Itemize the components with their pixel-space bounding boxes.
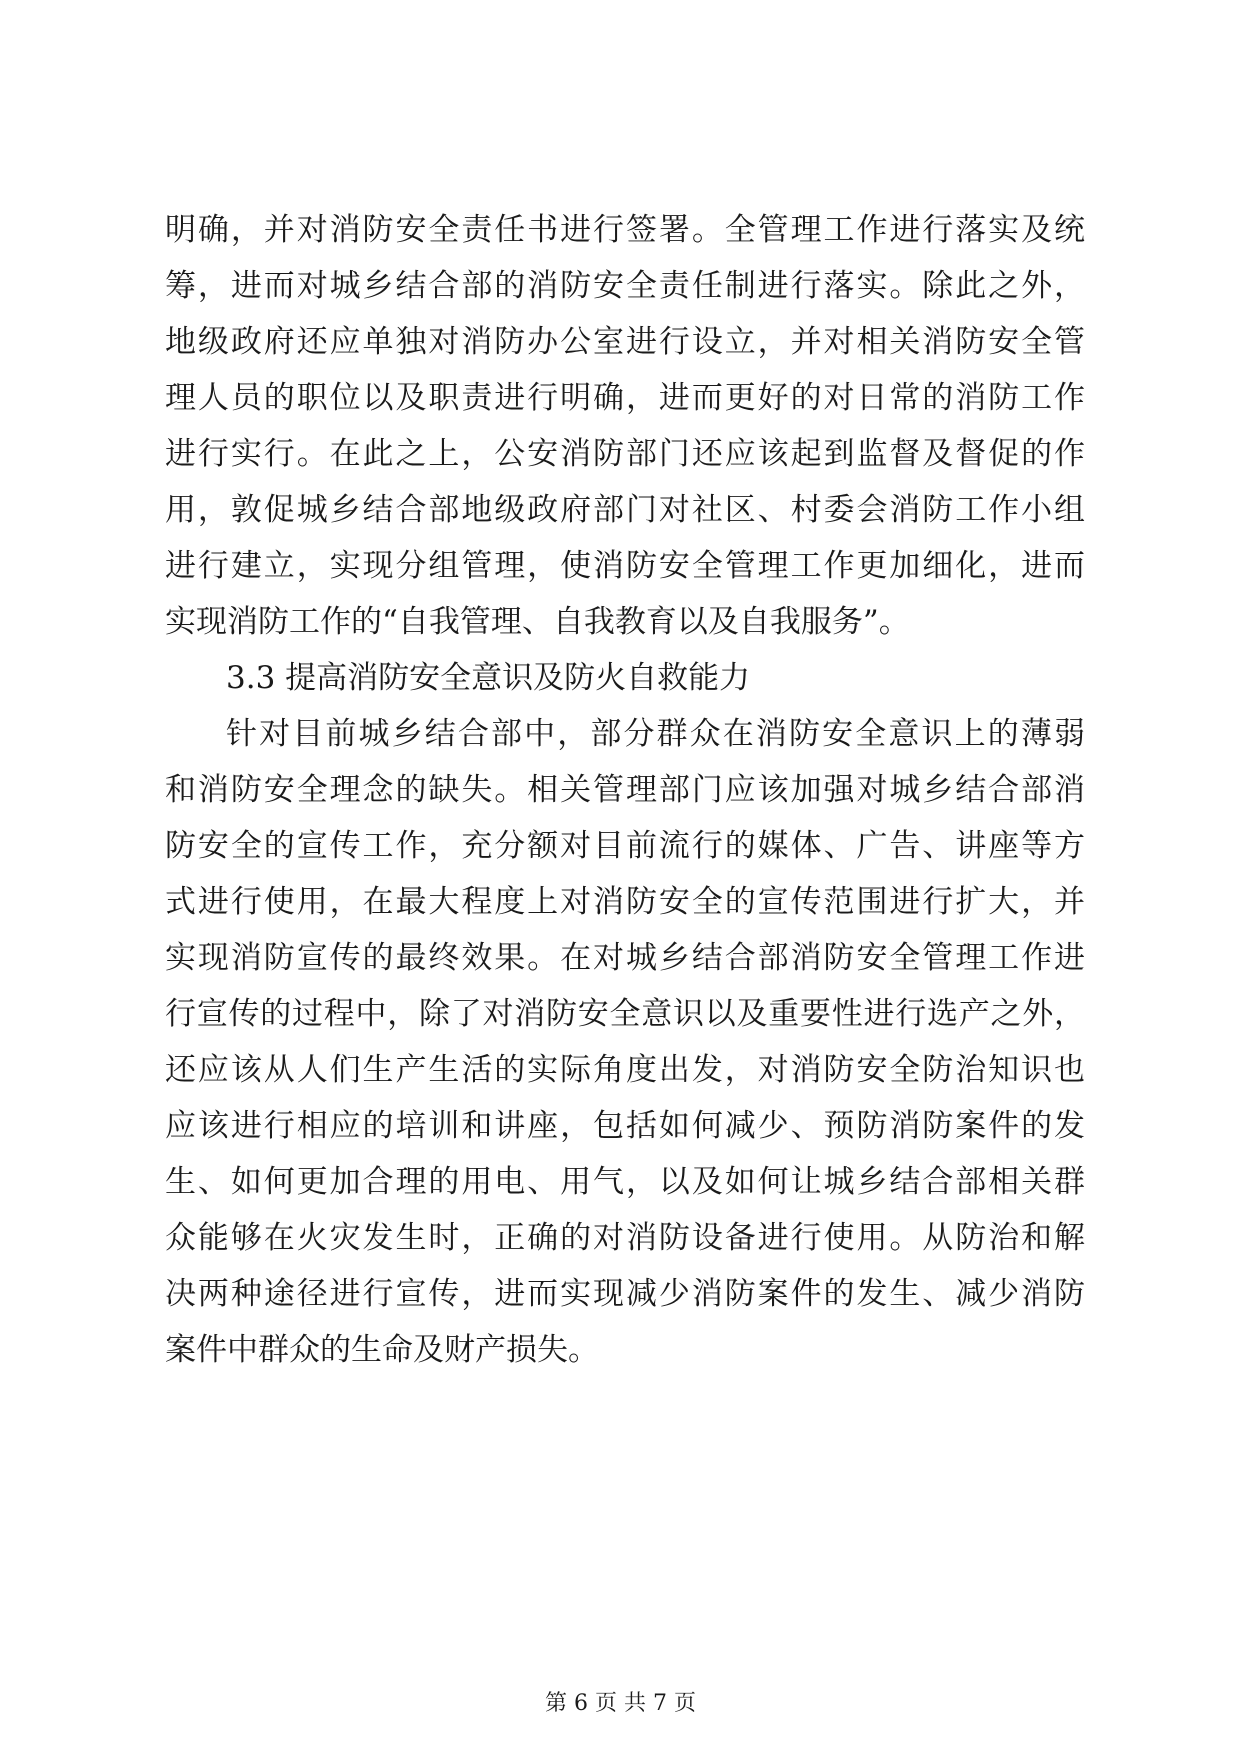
paragraph-line: 进行实行。在此之上，公安消防部门还应该起到监督及督促的作 <box>165 436 1085 472</box>
paragraph-line: 筹，进而对城乡结合部的消防安全责任制进行落实。除此之外， <box>165 268 1085 304</box>
page-number-footer: 第 6 页 共 7 页 <box>545 1691 696 1716</box>
paragraph-line: 生、如何更加合理的用电、用气，以及如何让城乡结合部相关群 <box>165 1164 1085 1200</box>
paragraph-line: 用，敦促城乡结合部地级政府部门对社区、村委会消防工作小组 <box>165 492 1085 528</box>
paragraph-line: 行宣传的过程中，除了对消防安全意识以及重要性进行选产之外， <box>165 996 1085 1032</box>
section-heading: 3.3 提高消防安全意识及防火自救能力 <box>226 660 751 696</box>
paragraph-line: 针对目前城乡结合部中，部分群众在消防安全意识上的薄弱 <box>226 716 1085 752</box>
paragraph-line: 实现消防宣传的最终效果。在对城乡结合部消防安全管理工作进 <box>165 940 1085 976</box>
paragraph-line: 应该进行相应的培训和讲座，包括如何减少、预防消防案件的发 <box>165 1108 1085 1144</box>
paragraph-line: 明确，并对消防安全责任书进行签署。全管理工作进行落实及统 <box>165 212 1085 248</box>
paragraph-line: 防安全的宣传工作，充分额对目前流行的媒体、广告、讲座等方 <box>165 828 1085 864</box>
paragraph-line: 众能够在火灾发生时，正确的对消防设备进行使用。从防治和解 <box>165 1220 1085 1256</box>
paragraph-line: 进行建立，实现分组管理，使消防安全管理工作更加细化，进而 <box>165 548 1085 584</box>
paragraph-line: 式进行使用，在最大程度上对消防安全的宣传范围进行扩大，并 <box>165 884 1085 920</box>
paragraph-line: 实现消防工作的“自我管理、自我教育以及自我服务”。 <box>165 604 910 640</box>
paragraph-line: 决两种途径进行宣传，进而实现减少消防案件的发生、减少消防 <box>165 1276 1085 1312</box>
paragraph-line: 还应该从人们生产生活的实际角度出发，对消防安全防治知识也 <box>165 1052 1085 1088</box>
paragraph-line: 地级政府还应单独对消防办公室进行设立，并对相关消防安全管 <box>165 324 1085 360</box>
paragraph-line: 和消防安全理念的缺失。相关管理部门应该加强对城乡结合部消 <box>165 772 1085 808</box>
paragraph-line: 案件中群众的生命及财产损失。 <box>165 1332 599 1368</box>
paragraph-line: 理人员的职位以及职责进行明确，进而更好的对日常的消防工作 <box>165 380 1085 416</box>
